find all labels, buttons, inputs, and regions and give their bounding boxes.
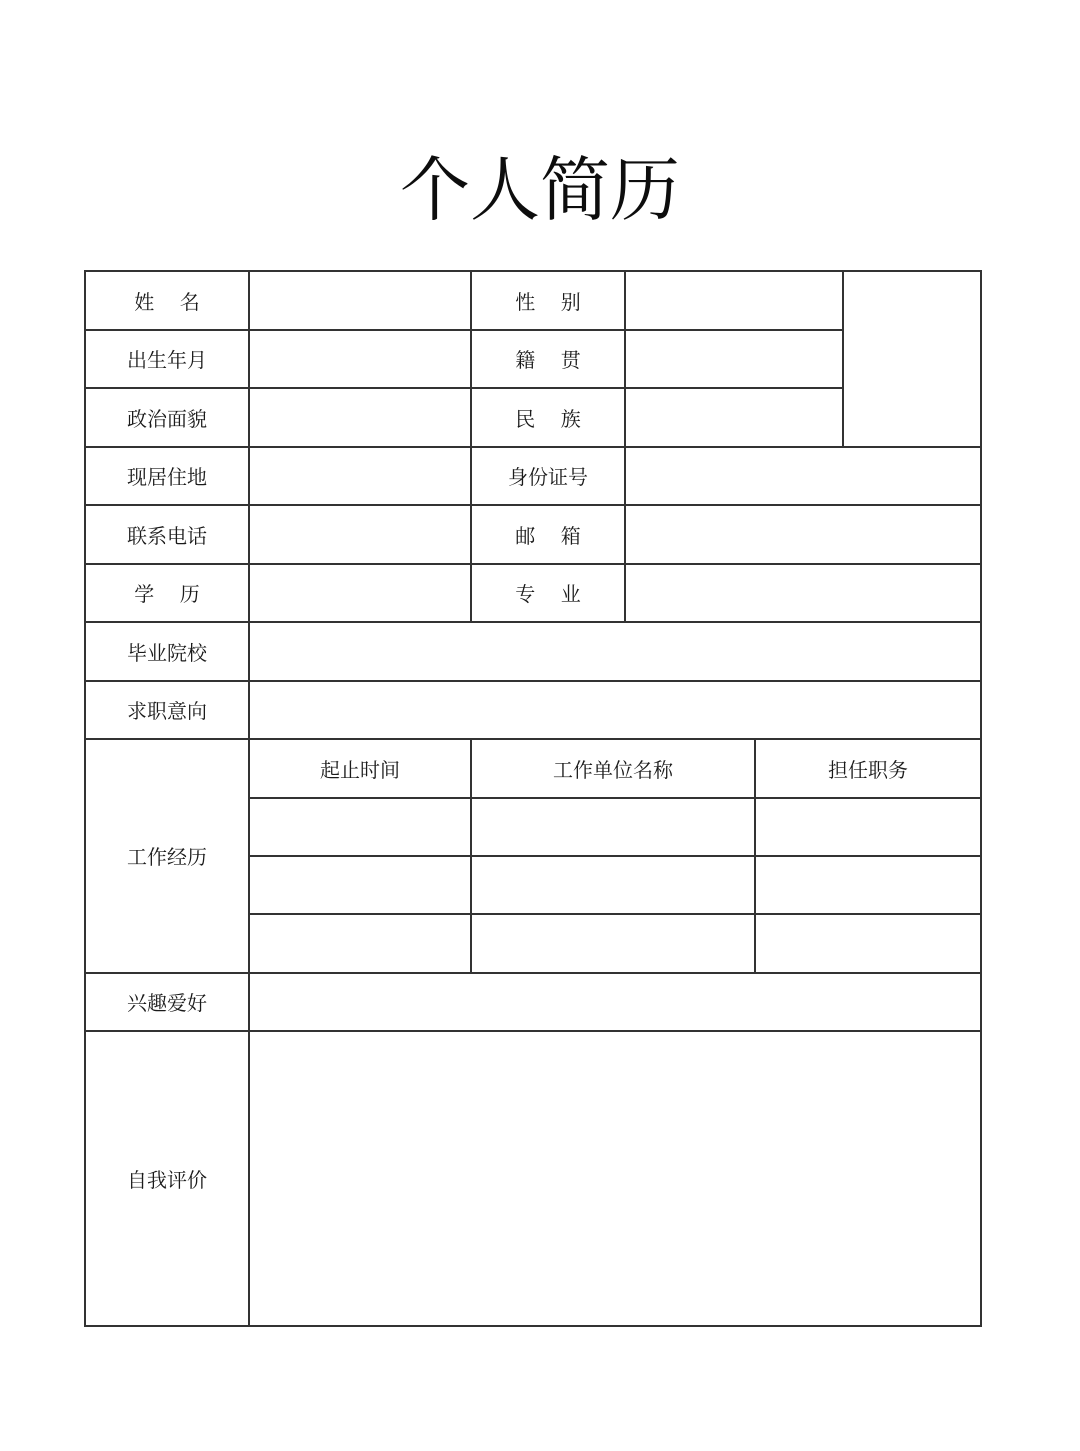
gender-field[interactable] — [626, 272, 842, 329]
work-header-period: 起止时间 — [320, 757, 400, 782]
label-name: 姓 名 — [134, 290, 200, 314]
native-place-field[interactable] — [626, 330, 842, 387]
education-field[interactable] — [250, 564, 470, 621]
label-native-place: 籍 贯 — [515, 348, 581, 372]
school-field[interactable] — [250, 622, 980, 680]
label-gender: 性 别 — [515, 290, 581, 314]
label-hobbies: 兴趣爱好 — [127, 991, 207, 1015]
work-employer-cell[interactable] — [472, 914, 754, 972]
name-field[interactable] — [250, 272, 470, 329]
job-intention-field[interactable] — [250, 681, 980, 738]
label-school: 毕业院校 — [127, 640, 207, 665]
work-header-position: 担任职务 — [828, 757, 908, 782]
label-phone: 联系电话 — [127, 523, 207, 548]
hobbies-field[interactable] — [250, 973, 980, 1030]
id-number-field[interactable] — [626, 447, 980, 504]
label-work-history: 工作经历 — [127, 845, 207, 869]
label-id-number: 身份证号 — [508, 465, 588, 489]
birth-field[interactable] — [250, 330, 470, 387]
work-position-cell[interactable] — [756, 798, 980, 855]
label-email: 邮 箱 — [515, 523, 581, 548]
work-employer-cell[interactable] — [472, 798, 754, 855]
major-field[interactable] — [626, 564, 980, 621]
email-field[interactable] — [626, 505, 980, 563]
work-period-cell[interactable] — [250, 914, 470, 972]
address-field[interactable] — [250, 447, 470, 504]
work-position-cell[interactable] — [756, 856, 980, 913]
work-header-employer: 工作单位名称 — [553, 757, 673, 782]
label-ethnicity: 民 族 — [515, 406, 581, 431]
label-major: 专 业 — [515, 582, 581, 606]
label-education: 学 历 — [134, 582, 200, 606]
work-period-cell[interactable] — [250, 798, 470, 855]
label-address: 现居住地 — [127, 465, 207, 489]
label-job-intention: 求职意向 — [127, 699, 207, 723]
label-birth: 出生年月 — [127, 348, 207, 372]
photo-box[interactable] — [844, 272, 980, 446]
phone-field[interactable] — [250, 505, 470, 563]
label-self-eval: 自我评价 — [127, 1167, 207, 1192]
work-position-cell[interactable] — [756, 914, 980, 972]
ethnicity-field[interactable] — [626, 388, 842, 446]
label-political: 政治面貌 — [127, 406, 207, 431]
political-field[interactable] — [250, 388, 470, 446]
self-eval-field[interactable] — [250, 1031, 980, 1325]
work-employer-cell[interactable] — [472, 856, 754, 913]
page-title: 个人简历 — [400, 149, 680, 231]
work-period-cell[interactable] — [250, 856, 470, 913]
resume-form — [84, 270, 982, 1327]
